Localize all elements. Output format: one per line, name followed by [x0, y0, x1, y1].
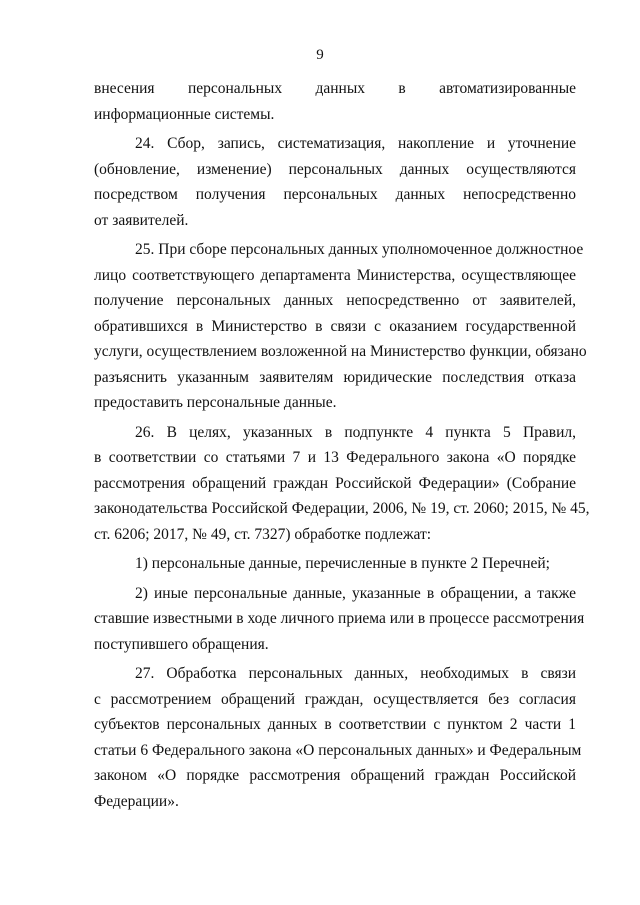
- text-line: 2) иные персональные данные, указанные в обращении, а также: [135, 584, 576, 602]
- text-line: 25. При сборе персональных данных уполномоченное должностное: [135, 241, 584, 258]
- text-line: 1) персональные данные, перечисленные в пункте 2 Перечней;: [135, 555, 550, 572]
- text-line: 26. В целях, указанных в подпункте 4 пункта 5 Правил,: [135, 423, 576, 441]
- text-line: ст. 6206; 2017, № 49, ст. 7327) обработке подлежат:: [94, 525, 432, 543]
- paragraph: [94, 76, 576, 127]
- text-line: поступившего обращения.: [94, 635, 269, 653]
- paragraph-25: [94, 237, 587, 416]
- text-line: законодательства Российской Федерации, 2006, № 19, ст. 2060; 2015, № 45,: [94, 500, 590, 517]
- text-line: разъяснить указанным заявителям юридические последствия отказа: [94, 368, 576, 386]
- text-line: в соответствии со статьями 7 и 13 Федерального закона «О порядке: [94, 449, 576, 466]
- text-line: внесения персональных данных в автоматизированные: [94, 80, 576, 97]
- text-line: лицо соответствующего департамента Министерства, осуществляющее: [94, 266, 576, 284]
- text-line: услуги, осуществлением возложенной на Министерство функции, обязано: [94, 343, 587, 360]
- text-line: (обновление, изменение) персональных данных осуществляются: [94, 160, 576, 178]
- paragraph-26: [94, 420, 590, 548]
- text-line: 27. Обработка персональных данных, необходимых в связи: [135, 665, 576, 682]
- text-line: от заявителей.: [94, 211, 189, 229]
- text-line: статьи 6 Федерального закона «О персональных данных» и Федеральным: [94, 741, 582, 759]
- text-line: информационные системы.: [94, 105, 275, 123]
- paragraph-24: [94, 131, 576, 233]
- text-line: посредством получения персональных данных непосредственно: [94, 186, 576, 203]
- text-line: предоставить персональные данные.: [94, 394, 337, 411]
- document-body: [94, 76, 590, 814]
- text-line: получение персональных данных непосредственно от заявителей,: [94, 292, 576, 309]
- text-line: рассмотрения обращений граждан Российской Федерации» (Собрание: [94, 474, 576, 492]
- list-item: [94, 581, 585, 658]
- page-number: 9: [316, 47, 324, 63]
- text-line: ставшие известными в ходе личного приема или в процессе рассмотрения: [94, 610, 585, 627]
- list-item: [94, 551, 576, 577]
- paragraph-27: [94, 661, 582, 814]
- text-line: 24. Сбор, запись, систематизация, накопление и уточнение: [135, 135, 576, 152]
- text-line: Федерации».: [94, 792, 179, 810]
- text-line: законом «О порядке рассмотрения обращений граждан Российской: [94, 767, 576, 784]
- text-line: субъектов персональных данных в соответствии с пунктом 2 части 1: [94, 716, 576, 733]
- text-line: с рассмотрением обращений граждан, осуществляется без согласия: [94, 690, 576, 708]
- text-line: обратившихся в Министерство в связи с оказанием государственной: [94, 317, 576, 335]
